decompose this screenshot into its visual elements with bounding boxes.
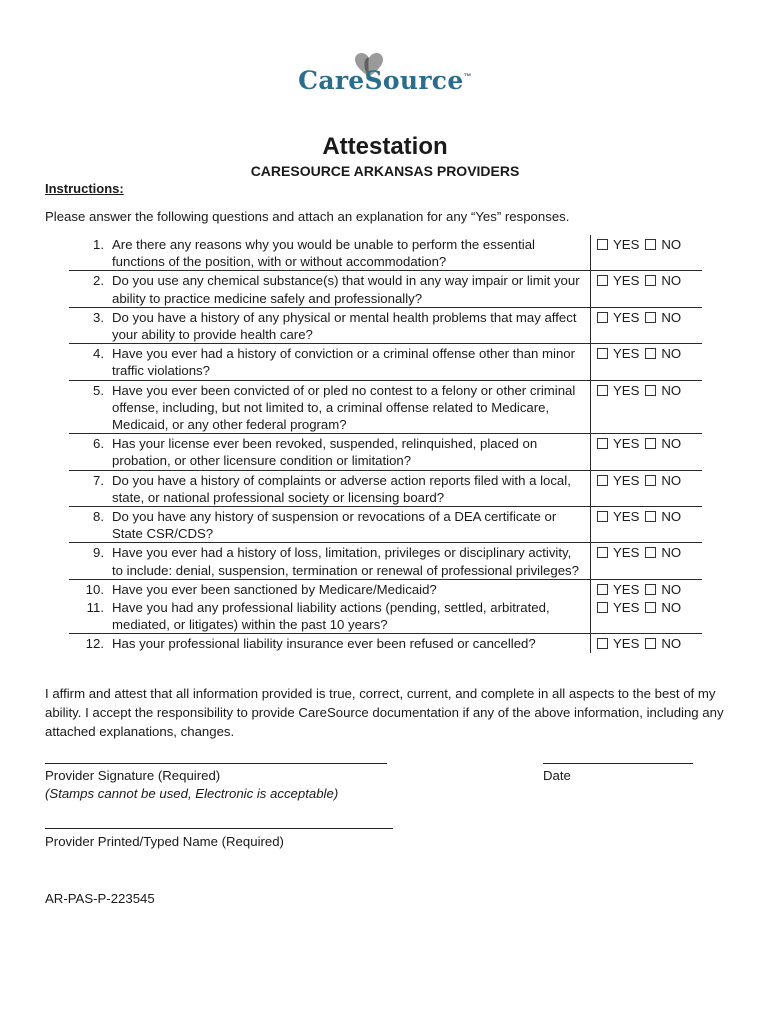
yes-label: YES [613, 237, 640, 252]
no-checkbox[interactable] [645, 475, 656, 486]
question-row [69, 434, 702, 470]
question-number: 8. [93, 509, 104, 525]
yes-label: YES [613, 581, 640, 597]
question-row [69, 271, 702, 307]
yes-label: YES [613, 346, 640, 362]
no-checkbox[interactable] [645, 239, 656, 250]
no-checkbox[interactable] [645, 584, 656, 595]
no-checkbox[interactable] [645, 275, 656, 286]
answer-options [590, 580, 702, 598]
attestation-statement: I affirm and attest that all information provided is true, correct, current, and complete in all aspects to the best of my ability. I accept the responsibility to provide CareSource documentation if any of the above information, including any attached explanations, changes. [45, 686, 724, 739]
question-text: Have you ever been convicted of or pled no contest to a felony or other criminal offense, including, but not limited to, a criminal offense related to Medicare, Medicaid, or any other federal program? [112, 382, 576, 433]
question-row [69, 308, 702, 344]
question-number: 7. [93, 472, 104, 488]
stamp-note: (Stamps cannot be used, Electronic is acceptable) [45, 786, 339, 801]
question-number: 3. [93, 309, 104, 325]
instructions-heading: Instructions: [45, 181, 124, 196]
question-text: Do you use any chemical substance(s) that would in any way impair or limit your ability to practice medicine safely and professionally? [112, 273, 580, 306]
yes-checkbox[interactable] [597, 584, 608, 595]
question-row [69, 543, 702, 579]
no-label: NO [661, 237, 682, 252]
answer-options [590, 634, 702, 652]
caresource-logo [0, 50, 770, 98]
question-row [69, 344, 702, 380]
yes-label: YES [613, 545, 640, 561]
question-text: Have you ever had a history of loss, limitation, privileges or disciplinary activity, to include: denial, suspension, termination or renewal of professional privileges? [112, 545, 579, 578]
provider-signature-label: Provider Signature (Required) [45, 768, 221, 783]
answer-options [590, 598, 702, 633]
yes-label: YES [613, 600, 640, 616]
question-text: Have you ever had a history of conviction or a criminal offense other than minor traffic violations? [112, 346, 576, 379]
question-row [69, 634, 702, 652]
answer-options [590, 434, 702, 469]
yes-checkbox[interactable] [597, 638, 608, 649]
no-label: NO [661, 581, 682, 597]
yes-label: YES [613, 636, 640, 652]
yes-checkbox[interactable] [597, 385, 608, 396]
no-label: NO [661, 346, 682, 362]
question-text: Have you had any professional liability actions (pending, settled, arbitrated, mediated, or litigates) within the past 10 years? [112, 600, 550, 633]
signature-line[interactable] [45, 763, 387, 764]
question-number: 11. [86, 600, 104, 616]
no-label: NO [661, 636, 682, 652]
no-checkbox[interactable] [645, 511, 656, 522]
yes-label: YES [613, 382, 640, 398]
yes-label: YES [613, 273, 640, 289]
yes-label: YES [613, 436, 640, 452]
no-label: NO [661, 509, 682, 525]
question-number: 9. [93, 545, 104, 561]
question-number: 1. [93, 237, 104, 252]
no-label: NO [661, 545, 682, 561]
no-label: NO [661, 600, 682, 616]
yes-label: YES [613, 509, 640, 525]
question-number: 12. [85, 636, 104, 652]
question-number: 5. [93, 382, 104, 398]
question-row [69, 471, 702, 507]
yes-checkbox[interactable] [597, 511, 608, 522]
question-text: Has your license ever been revoked, suspended, relinquished, placed on probation, or other licensure condition or limitation? [112, 436, 538, 469]
yes-checkbox[interactable] [597, 348, 608, 359]
no-checkbox[interactable] [645, 602, 656, 613]
question-row [69, 381, 702, 435]
question-number: 4. [93, 346, 104, 362]
no-checkbox[interactable] [645, 312, 656, 323]
answer-options [590, 507, 702, 542]
question-text: Do you have any history of suspension or revocations of a DEA certificate or State CSR/CDS? [112, 509, 557, 542]
yes-checkbox[interactable] [597, 547, 608, 558]
no-label: NO [661, 472, 682, 488]
question-row [69, 580, 702, 598]
yes-checkbox[interactable] [597, 275, 608, 286]
instructions-text: Please answer the following questions and attach an explanation for any “Yes” responses. [45, 209, 570, 224]
no-label: NO [661, 309, 682, 325]
question-number: 6. [93, 436, 104, 452]
no-label: NO [661, 436, 682, 452]
questions-table [69, 235, 702, 653]
yes-checkbox[interactable] [597, 312, 608, 323]
no-label: NO [661, 273, 682, 289]
no-label: NO [661, 382, 682, 398]
date-label: Date [543, 768, 571, 783]
date-line[interactable] [543, 763, 693, 764]
printed-name-line[interactable] [45, 828, 393, 829]
page-title: Attestation [322, 133, 448, 160]
answer-options [590, 235, 702, 270]
yes-checkbox[interactable] [597, 438, 608, 449]
question-text: Do you have a history of complaints or adverse action reports filed with a local, state, or national professional society or licensing board? [112, 472, 571, 505]
no-checkbox[interactable] [645, 547, 656, 558]
question-number: 10. [85, 581, 104, 597]
yes-checkbox[interactable] [597, 239, 608, 250]
answer-options [590, 271, 702, 306]
yes-checkbox[interactable] [597, 602, 608, 613]
no-checkbox[interactable] [645, 638, 656, 649]
printed-name-label: Provider Printed/Typed Name (Required) [45, 834, 284, 849]
form-code: AR-PAS-P-223545 [45, 891, 155, 906]
answer-options [590, 308, 702, 343]
answer-options [590, 543, 702, 578]
question-row [69, 598, 702, 634]
no-checkbox[interactable] [645, 348, 656, 359]
answer-options [590, 344, 702, 379]
answer-options [590, 381, 702, 434]
no-checkbox[interactable] [645, 438, 656, 449]
yes-label: YES [613, 472, 640, 488]
question-row [69, 235, 702, 271]
question-text: Have you ever been sanctioned by Medicare/Medicaid? [112, 581, 437, 597]
yes-checkbox[interactable] [597, 475, 608, 486]
question-text: Has your professional liability insurance ever been refused or cancelled? [112, 636, 536, 652]
yes-label: YES [613, 309, 640, 325]
question-row [69, 507, 702, 543]
no-checkbox[interactable] [645, 385, 656, 396]
question-text: Do you have a history of any physical or mental health problems that may affect your ability to provide health care? [112, 309, 577, 343]
question-text: Are there any reasons why you would be unable to perform the essential functions of the position, with or without accommodation? [112, 237, 535, 270]
answer-options [590, 471, 702, 506]
page-subtitle: CARESOURCE ARKANSAS PROVIDERS [250, 163, 520, 179]
question-number: 2. [93, 273, 104, 289]
logo-wordmark: CareSource™ [298, 66, 472, 95]
